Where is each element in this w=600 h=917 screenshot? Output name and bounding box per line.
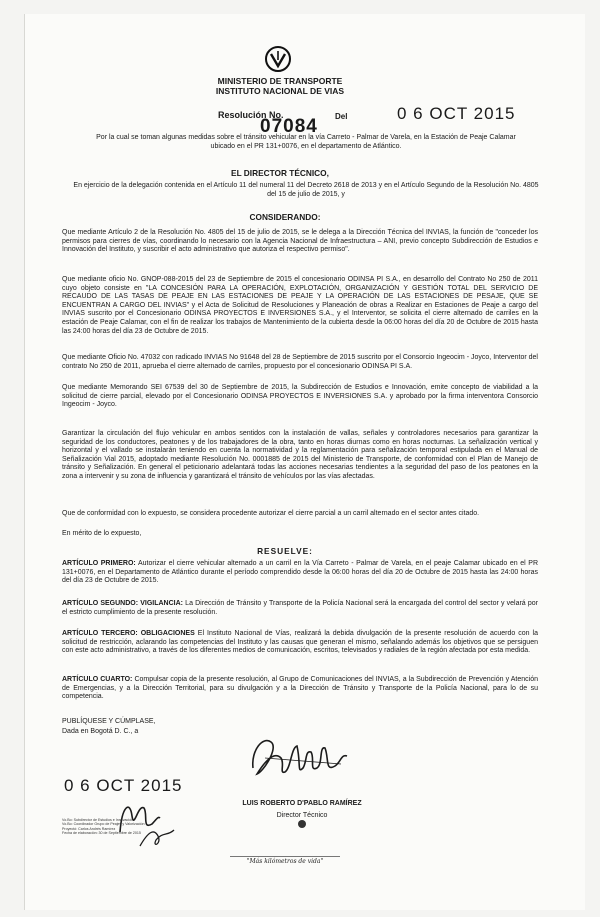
considerando-paragraph: Que de conformidad con lo expuesto, se considera procedente autorizar el cierre parcial a un carril alternado en el sector antes citado. [62,510,480,517]
considerando-paragraph: Que mediante Memorando SEI 67539 del 30 de Septiembre de 2015, la Subdirección de Estudios e Innovación, emite concepto de viabilidad a la solicitud de cierre parcial, elevado por el Concesionario ODINSA PROYECTOS E INVERSIONES S.A. y aprobado por la firma interventora Consorcio Ingeocim - Joyco. [62,384,538,409]
closing-given-in: Dada en Bogotá D. C., a [62,728,139,735]
institute-name: INSTITUTO NACIONAL DE VIAS [215,86,345,96]
resolution-label: Resolución No. [218,110,284,120]
approval-line: Vo.Bo: Coordinador Grupo de Peajes y Valorización [62,822,145,827]
article-title: ARTÍCULO TERCERO: OBLIGACIONES [62,630,195,637]
considerando-heading: CONSIDERANDO: [249,212,321,222]
considerando-paragraph: Garantizar la circulación del flujo vehicular en ambos sentidos con la instalación de vallas, señales y controladores necesarios para garantizar la seguridad de los conductores, peatones y de los trabajadores de la obra, tanto en horas diurnas como en horas nocturnas. La señalización vertical y horizontal y el vallado se instalarán teniendo en cuenta la normatividad y la reglamentación para señalización temporal estipulada en el Manual de Señalización Vial 2015, adoptado mediante Resolución No. 0001885 de 2015 del Ministerio de Transporte, de conformidad con el Plan de Manejo de tránsito y Señalización. En general el peticionario adelantará todas las acciones necesarias tendientes a la seguridad del paso de los peatones en la zona a intervenir y su zona de influencia y garantizará el tránsito de vehículos por las vías afectadas. [62,430,538,480]
director-intro: En ejercicio de la delegación contenida en el Artículo 11 del numeral 11 del Decreto 2618 de 2013 y en el Artículo Segundo de la Resolución No. 4805 del 15 de julio de 2015, y [73,182,539,198]
signer-name: LUIS ROBERTO D'PABLO RAMÍREZ [242,800,362,807]
footer-divider [230,856,340,857]
closing-publish: PUBLÍQUESE Y CÚMPLASE, [62,718,156,725]
article-fourth [62,676,538,702]
resuelve-heading: RESUELVE: [257,546,313,556]
article-text: Autorizar el cierre vehicular alternado a un carril en la Vía Carreto - Palmar de Varela, en el peaje Calamar ubicado en el PR 131+0076, en el Departamento de Atlántico durante el período comprendido desde la 06:00 horas del día 20 de Octubre de 2015 hasta las 24:00 horas del día 23 de Octubre de 2015. [62,560,538,585]
considerando-paragraph: Que mediante Oficio No. 47032 con radicado INVIAS No 91648 del 28 de Septiembre de 2015 suscrito por el Consorcio Ingeocim - Joyco, Interventor del contrato No 250 de 2011, aprueba el cierre alternado de carriles, propuesto por el concesionario ODINSA PI S.A. [62,354,538,370]
considerando-paragraph: En mérito de lo expuesto, [62,530,142,537]
resolution-subject: Por la cual se toman algunas medidas sobre el tránsito vehicular en la vía Carreto - Palmar de Varela, en la Estación de Peaje Calamar ubicado en el PR 131+0076, en el departamento de Atlántico. [96,134,516,150]
resolution-date-stamp: 0 6 OCT 2015 [397,104,516,123]
approvals-block [62,818,182,836]
article-second [62,600,538,617]
ministry-name: MINISTERIO DE TRANSPORTE [217,76,343,86]
article-text: El Instituto Nacional de Vías, realizará la debida divulgación de la presente resolución de acuerdo con la solicitud de restricción, aclarando las competencias del Instituto y las causas que generan el mismo, señalando además los objetivos que se persiguen con este acto administrativo, a través de los diferentes medios de comunicación, escritos, televisados y radiales de la región afectada por esta medida. [62,630,538,655]
director-signature [245,728,355,786]
resolution-del-label: Del [335,112,348,121]
signer-title: Director Técnico [276,812,328,819]
article-title: ARTÍCULO CUARTO: [62,676,133,683]
seal-mark [298,820,306,828]
approval-line: Fecha de elaboración: 30 de Septiembre de 2015 [62,831,141,836]
article-title: ARTÍCULO SEGUNDO: VIGILANCIA: [62,600,183,607]
signature-date-stamp: 0 6 OCT 2015 [64,776,183,795]
approval-line: Proyectó: Carlos Andrés Ramírez [62,826,116,831]
approval-line: Vo.Bo: Subdirector de Estudios e Innovación [62,818,134,822]
footer-motto: "Más kilómetros de vida" [246,858,324,865]
invias-logo-icon [265,46,291,72]
article-title: ARTÍCULO PRIMERO: [62,560,136,567]
considerando-paragraph: Que mediante Artículo 2 de la Resolución No. 4805 del 15 de julio de 2015, se le delega a la Dirección Técnica del INVIAS, la función de "conceder los permisos para cierres de vías, coordinando lo necesario con la Agencia Nacional de Infraestructura – ANI, previo concepto Subdirección de Estudios e Innovación del Instituto, y suscribir el acto administrativo que autoriza el respectivo permiso". [62,229,538,254]
article-third [62,630,538,656]
article-first [62,560,538,586]
director-heading: EL DIRECTOR TÉCNICO, [231,168,329,178]
resolution-number: 07084 [260,116,318,137]
article-text: Compulsar copia de la presente resolución, al Grupo de Comunicaciones del INVIAS, a la Subdirección de Prevención y Atención de Emergencias, y a la Dirección Territorial, para su divulgación y a la Dirección de Tránsito y Transporte de la Policía Nacional, para lo de su competencia. [62,676,538,701]
article-text: La Dirección de Tránsito y Transporte de la Policía Nacional será la encargada del control del sector y velará por el estricto cumplimiento de la presente resolución. [62,600,538,616]
considerando-paragraph: Que mediante oficio No. GNOP-088-2015 del 23 de Septiembre de 2015 el concesionario ODINSA PI S.A., en desarrollo del Contrato No 250 de 2011 cuyo objeto consiste en "LA CONCESIÓN PARA LA OPERACIÓN, EXPLOTACIÓN, ORGANIZACIÓN Y GESTIÓN TOTAL DEL SERVICIO DE RECAUDO DE LAS TASAS DE PEAJE EN LAS ESTACIONES DE PEAJE Y LA OPERACIÓN DE LAS ESTACIONES DE PESAJE, QUE SE ENCUENTRAN A CARGO DEL INVIAS" y el Acta de Solicitud de Resoluciones y Planeación de obras a Realizar en Estaciones de Peaje a cargo del INVIAS suscrito por el Concesionario ODINSA PROYECTOS E INVERSIONES S.A., y el Interventor, se solicita el cierre alternado de carriles en la estación de Peaje Calamar, con el fin de realizar los trabajos de Mantenimiento de la cubierta desde la 06:00 horas del día 20 de Octubre de 2015 hasta las 24:00 horas del día 23 de Octubre de 2015. [62,276,538,335]
